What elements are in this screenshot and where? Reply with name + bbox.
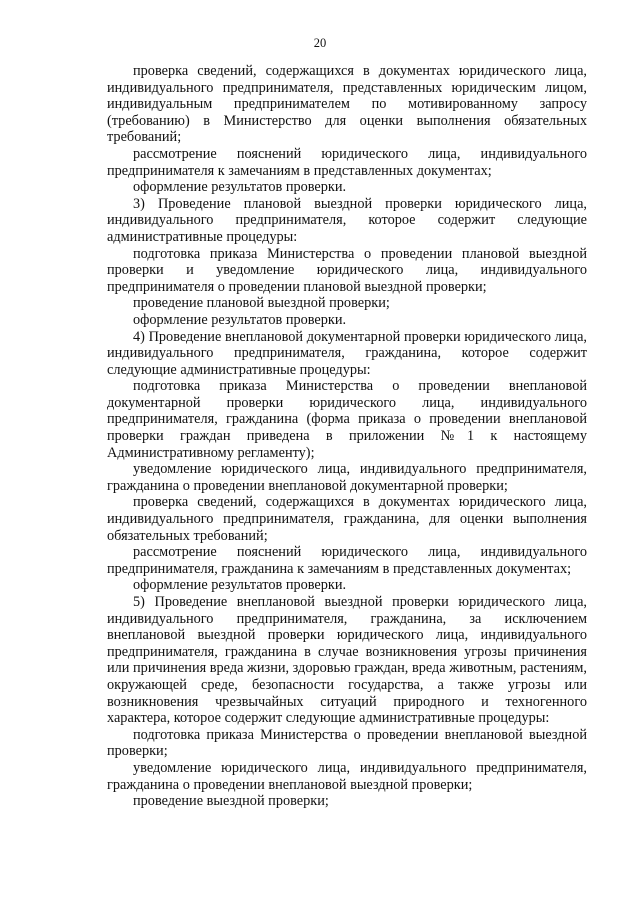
paragraph-unplanned-documentary-notice: уведомление юридического лица, индивидуального предпринимателя, гражданина о проведении внеплановой документарной проверки;	[107, 461, 587, 494]
paragraph-results-formalization: оформление результатов проверки.	[133, 577, 347, 594]
paragraph-unplanned-documentary-order: подготовка приказа Министерства о проведении внеплановой документарной проверки юридического лица, индивидуального предпринимателя, гражданина (форма приказа о проведении внеплановой проверки граждан приведена в приложении №1 к настоящему Административному регламенту);	[107, 378, 587, 461]
paragraph-item-4-heading: 4) Проведение внеплановой документарной проверки юридического лица, индивидуального предпринимателя, гражданина, которое содержит следующие административные процедуры:	[107, 328, 587, 378]
paragraph-documentary-check-info: проверка сведений, содержащихся в документах юридического лица, индивидуального предпринимателя, представленных юридическим лицом, индивидуальным предпринимателем по мотивированному запросу (требованию) в Министерство для оценки выполнения обязательных требований;	[107, 63, 587, 146]
paragraph-item-3-heading: 3) Проведение плановой выездной проверки юридического лица, индивидуального предпринимателя, которое содержит следующие административные процедуры:	[107, 195, 587, 245]
paragraph-unplanned-documentary-info-check: проверка сведений, содержащихся в документах юридического лица, индивидуального предпринимателя, гражданина, для оценки выполнения обязательных требований;	[107, 494, 587, 544]
paragraph-unplanned-review-explanations: рассмотрение пояснений юридического лица, индивидуального предпринимателя, гражданина к замечаниям в представленных документах;	[107, 544, 587, 577]
paragraph-unplanned-onsite-notice: уведомление юридического лица, индивидуального предпринимателя, гражданина о проведении внеплановой выездной проверки;	[107, 759, 587, 793]
page-number: 20	[313, 36, 327, 50]
document-body	[107, 63, 587, 810]
paragraph-planned-order-notice: подготовка приказа Министерства о проведении плановой выездной проверки и уведомление юридического лица, индивидуального предпринимателя о проведении плановой выездной проверки;	[107, 245, 587, 295]
paragraph-results-formalization: оформление результатов проверки.	[133, 179, 347, 196]
paragraph-review-explanations: рассмотрение пояснений юридического лица, индивидуального предпринимателя к замечаниям в представленных документах;	[107, 145, 587, 179]
paragraph-unplanned-onsite-order: подготовка приказа Министерства о проведении внеплановой выездной проверки;	[107, 726, 587, 760]
paragraph-onsite-check: проведение выездной проверки;	[133, 793, 329, 810]
paragraph-planned-onsite-check: проведение плановой выездной проверки;	[133, 295, 390, 312]
paragraph-item-5-heading: 5) Проведение внеплановой выездной проверки юридического лица, индивидуального предпринимателя, гражданина, за исключением внеплановой выездной проверки юридического лица, индивидуального предпринимателя, гражданина в случае возникновения угрозы причинения или причинения вреда жизни, здоровью граждан, вреда животным, растениям, окружающей среде, безопасности государства, а также угрозы или возникновения чрезвычайных ситуаций природного и техногенного характера, которое содержит следующие административные процедуры:	[107, 594, 587, 727]
paragraph-results-formalization: оформление результатов проверки.	[133, 311, 347, 328]
